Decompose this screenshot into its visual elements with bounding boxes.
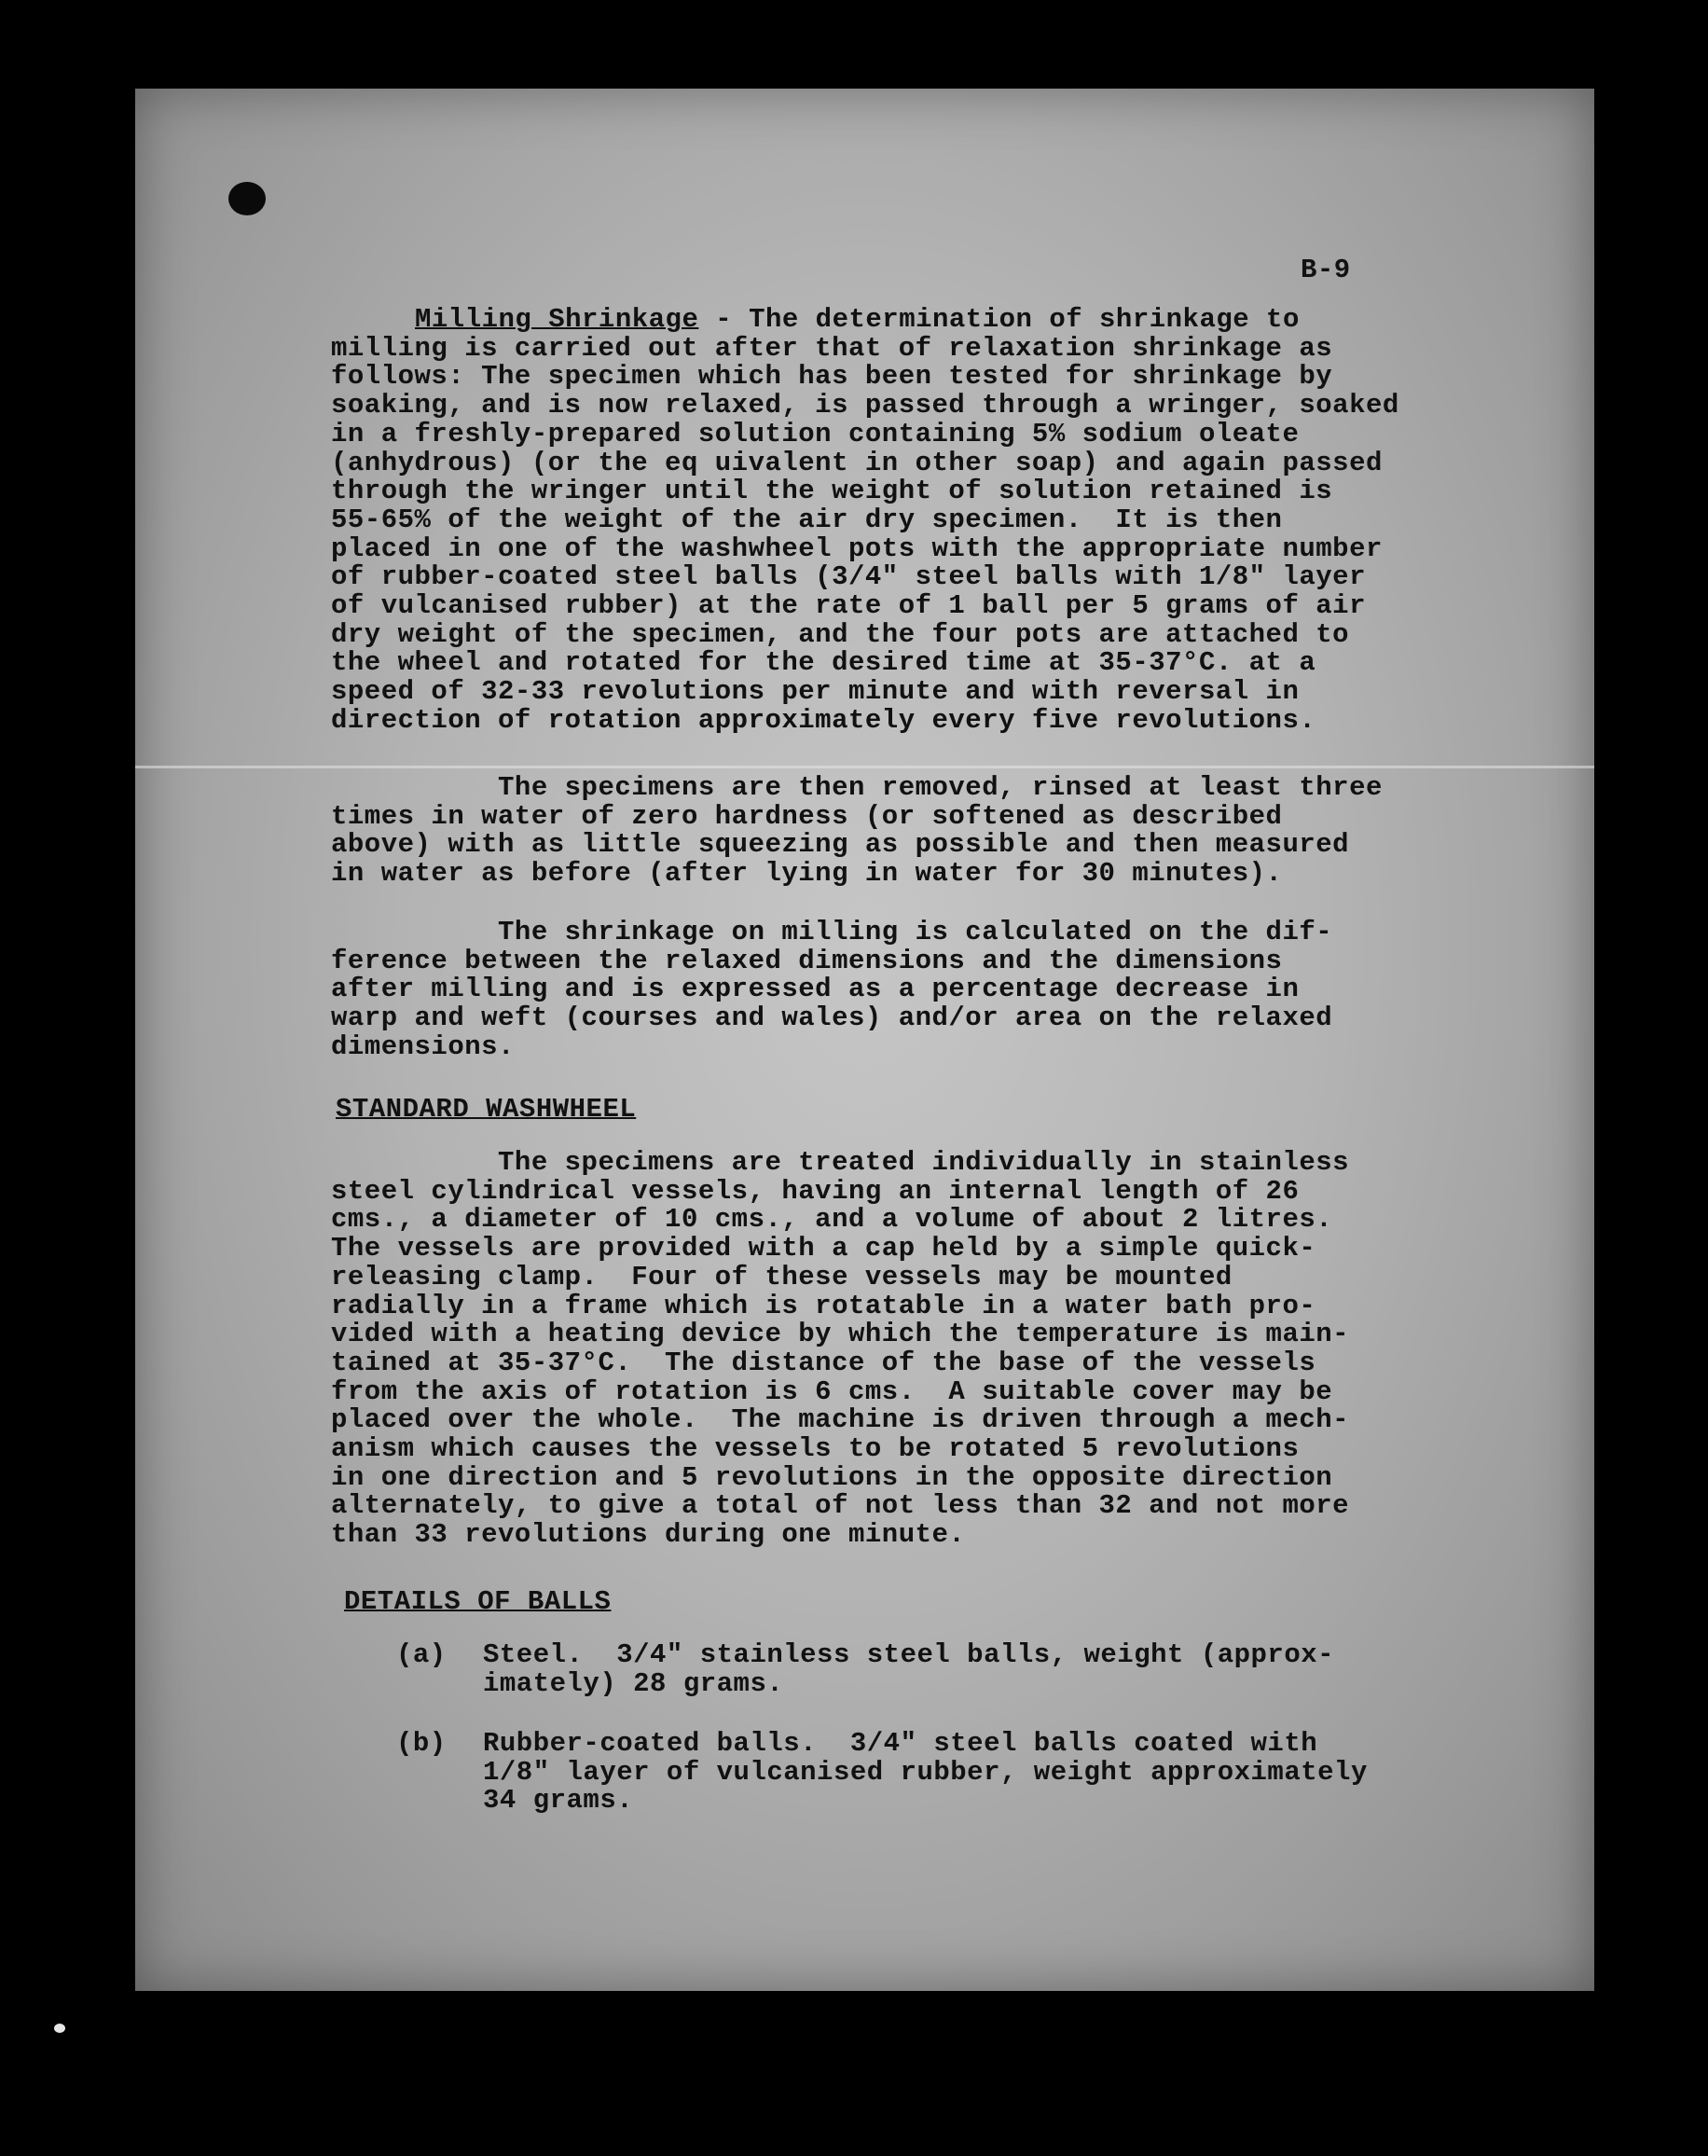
page-number: B-9: [1301, 255, 1351, 285]
rinse-line: The specimens are then removed, rinsed at least three: [331, 772, 1383, 803]
milling-line: direction of rotation approximately every five revolutions.: [331, 704, 1316, 736]
milling-line: (anhydrous) (or the eq uivalent in other soap) and again passed: [331, 447, 1383, 478]
calc-line: after milling and is expressed as a percentage decrease in: [331, 974, 1300, 1005]
ball-item-line: Rubber-coated balls. 3/4" steel balls coated with: [483, 1728, 1318, 1759]
milling-line: milling is carried out after that of relaxation shrinkage as: [331, 332, 1333, 364]
milling-shrinkage-paragraph: [331, 306, 1580, 736]
milling-line: placed in one of the washwheel pots with the appropriate number: [331, 532, 1383, 564]
milling-line: soaking, and is now relaxed, is passed through a wringer, soaked: [331, 390, 1399, 422]
washwheel-line: alternately, to give a total of not less than 32 and not more: [331, 1490, 1350, 1522]
rinse-line: in water as before (after lying in water for 30 minutes).: [331, 858, 1283, 890]
washwheel-line: in one direction and 5 revolutions in the opposite direction: [331, 1461, 1333, 1493]
ball-item-line: imately) 28 grams.: [483, 1667, 784, 1699]
washwheel-line: tained at 35-37°C. The distance of the base of the vessels: [331, 1347, 1316, 1378]
washwheel-line: radially in a frame which is rotatable in a water bath pro-: [331, 1290, 1316, 1321]
washwheel-line: than 33 revolutions during one minute.: [331, 1519, 966, 1551]
washwheel-line: The vessels are provided with a cap held by a simple quick-: [331, 1233, 1316, 1265]
ball-item-text: [483, 1730, 1368, 1816]
calc-line: The shrinkage on milling is calculated on the dif-: [331, 917, 1333, 947]
calc-line: dimensions.: [331, 1030, 515, 1062]
milling-line: of rubber-coated steel balls (3/4" steel balls with 1/8" layer: [331, 561, 1366, 593]
milling-line: dry weight of the specimen, and the four pots are attached to: [331, 618, 1350, 650]
washwheel-paragraph: [331, 1149, 1580, 1550]
scan-speck: [54, 2024, 65, 2033]
milling-first-line-text: - The determination of shrinkage to: [698, 304, 1300, 335]
scanned-page: [135, 89, 1594, 1991]
punch-hole: [228, 182, 266, 215]
washwheel-line: steel cylindrical vessels, having an internal length of 26: [331, 1175, 1300, 1207]
ball-item-line: 1/8" layer of vulcanised rubber, weight approximately: [483, 1756, 1368, 1788]
calculation-paragraph: [331, 919, 1580, 1062]
ball-item-marker: (a): [396, 1639, 447, 1670]
milling-line: follows: The specimen which has been tested for shrinkage by: [331, 361, 1333, 393]
page-fold-line: [135, 766, 1594, 768]
rinse-paragraph: [331, 774, 1580, 889]
ball-item-line: 34 grams.: [483, 1785, 634, 1817]
rinse-line: above) with as little squeezing as possible and then measured: [331, 829, 1350, 861]
washwheel-line: cms., a diameter of 10 cms., and a volume of about 2 litres.: [331, 1204, 1333, 1236]
rinse-line: times in water of zero hardness (or softened as described: [331, 800, 1283, 832]
washwheel-line: placed over the whole. The machine is driven through a mech-: [331, 1404, 1350, 1436]
milling-line: speed of 32-33 revolutions per minute and with reversal in: [331, 676, 1300, 708]
milling-line: through the wringer until the weight of solution retained is: [331, 476, 1333, 507]
milling-line: 55-65% of the weight of the air dry specimen. It is then: [331, 504, 1283, 535]
washwheel-line: anism which causes the vessels to be rotated 5 revolutions: [331, 1433, 1300, 1465]
washwheel-line: vided with a heating device by which the temperature is main-: [331, 1319, 1350, 1350]
ball-item-line: Steel. 3/4" stainless steel balls, weight (approx-: [483, 1639, 1335, 1670]
washwheel-line: from the axis of rotation is 6 cms. A suitable cover may be: [331, 1375, 1333, 1407]
washwheel-line: releasing clamp. Four of these vessels may be mounted: [331, 1261, 1233, 1292]
calc-line: ference between the relaxed dimensions and the dimensions: [331, 945, 1283, 976]
washwheel-line: The specimens are treated individually in stainless: [331, 1147, 1350, 1178]
milling-line: the wheel and rotated for the desired time at 35-37°C. at a: [331, 647, 1316, 679]
calc-line: warp and weft (courses and wales) and/or area on the relaxed: [331, 1002, 1333, 1034]
standard-washwheel-heading: STANDARD WASHWHEEL: [336, 1094, 637, 1125]
milling-line: of vulcanised rubber) at the rate of 1 ball per 5 grams of air: [331, 590, 1366, 622]
ball-item-text: [483, 1641, 1334, 1698]
milling-line: in a freshly-prepared solution containing 5% sodium oleate: [331, 418, 1300, 449]
milling-shrinkage-heading: Milling Shrinkage: [415, 304, 699, 335]
details-of-balls-heading: DETAILS OF BALLS: [344, 1586, 612, 1617]
ball-item-marker: (b): [396, 1728, 447, 1759]
